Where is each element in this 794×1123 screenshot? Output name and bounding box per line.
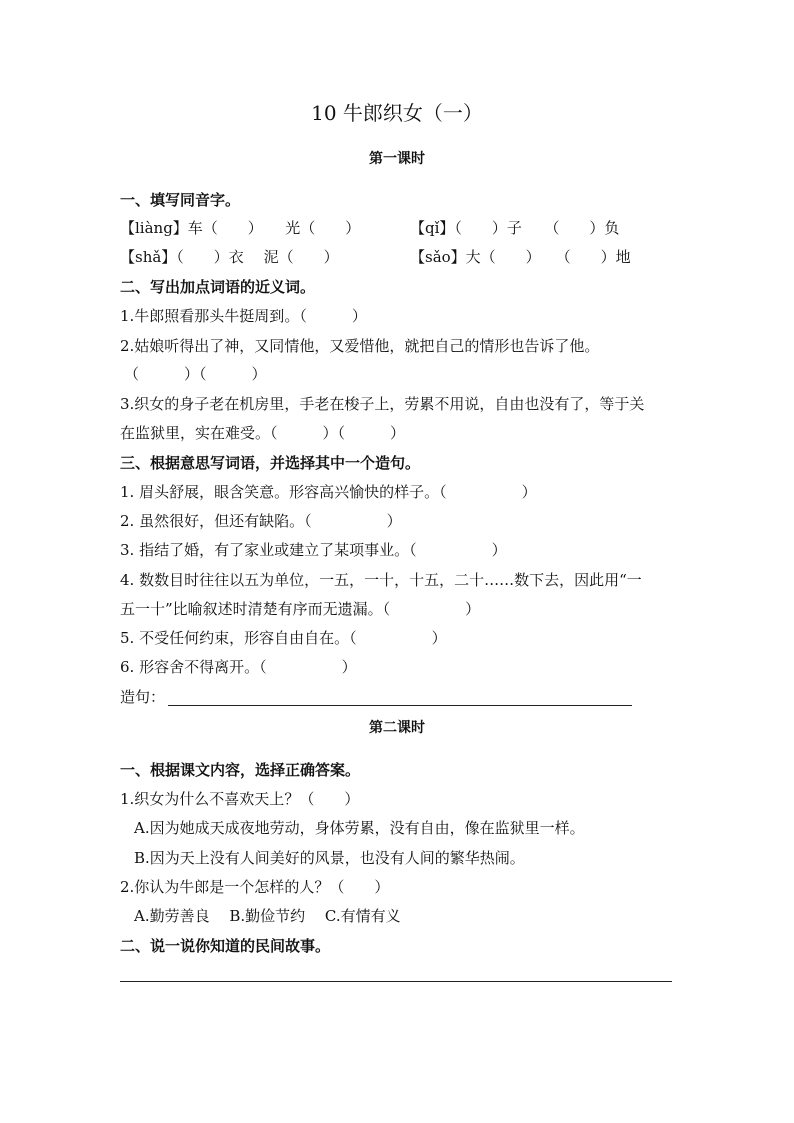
l1-q3-item: 2. 虽然很好，但还有缺陷。（ ）: [120, 512, 402, 530]
l1-q1-row2-b: 【sǎo】大（ ） （ ）地: [410, 248, 631, 266]
page-title: 10 牛郎织女（一）: [311, 101, 483, 125]
l2-question-2: 2.你认为牛郎是一个怎样的人？（ ）: [120, 878, 390, 896]
l1-q2-item: （ ）（ ）: [124, 365, 267, 383]
l2-q2-heading: 二、说一说你知道的民间故事。: [120, 937, 331, 955]
l1-q3-item: 五一十”比喻叙述时清楚有序而无遗漏。（ ）: [120, 600, 481, 618]
l2-q2-options: A.勤劳善良 B.勤俭节约 C.有情有义: [134, 907, 401, 925]
lesson2-heading: 第二课时: [369, 720, 425, 736]
l2-question-1: 1.织女为什么不喜欢天上？（ ）: [120, 790, 360, 808]
l1-q3-item: 1. 眉头舒展，眼含笑意。形容高兴愉快的样子。（ ）: [120, 483, 537, 501]
sentence-answer-line[interactable]: [168, 705, 632, 706]
l1-q3-item: 6. 形容舍不得离开。（ ）: [120, 658, 357, 676]
l1-q2-item: 1.牛郎照看那头牛挺周到。（ ）: [120, 307, 367, 325]
l1-q3-item: 5. 不受任何约束，形容自由自在。（ ）: [120, 629, 447, 647]
story-answer-line[interactable]: [120, 981, 672, 982]
l1-q3-item: 3. 指结了婚，有了家业或建立了某项事业。（ ）: [120, 541, 507, 559]
sentence-label: 造句：: [120, 688, 166, 706]
l1-q3-heading: 三、根据意思写词语，并选择其中一个造句。: [120, 454, 421, 472]
l1-q2-heading: 二、写出加点词语的近义词。: [120, 278, 316, 296]
l1-q1-row1-b: 【qǐ】（ ）子 （ ）负: [410, 219, 620, 237]
l2-q1-option-a: A.因为她成天成夜地劳动，身体劳累，没有自由，像在监狱里一样。: [134, 819, 585, 837]
l1-q3-item: 4. 数数目时往往以五为单位，一五，一十，十五，二十……数下去，因此用“一: [120, 571, 642, 589]
l2-q1-option-b: B.因为天上没有人间美好的风景，也没有人间的繁华热闹。: [134, 849, 525, 867]
lesson1-heading: 第一课时: [369, 151, 425, 167]
l1-q1-row1-a: 【liàng】车（ ） 光（ ）: [120, 219, 361, 237]
l1-q2-item: 2.姑娘听得出了神，又同情他，又爱惜他，就把自己的情形也告诉了他。: [120, 337, 600, 355]
l2-q1-heading: 一、根据课文内容，选择正确答案。: [120, 761, 361, 779]
l1-q1-heading: 一、填写同音字。: [120, 191, 241, 209]
l1-q1-row2-a: 【shǎ】（ ）衣 泥（ ）: [120, 248, 339, 266]
l1-q2-item: 3.织女的身子老在机房里，手老在梭子上，劳累不用说，自由也没有了，等于关: [120, 395, 645, 413]
l1-q2-item: 在监狱里，实在难受。（ ）（ ）: [120, 424, 406, 442]
